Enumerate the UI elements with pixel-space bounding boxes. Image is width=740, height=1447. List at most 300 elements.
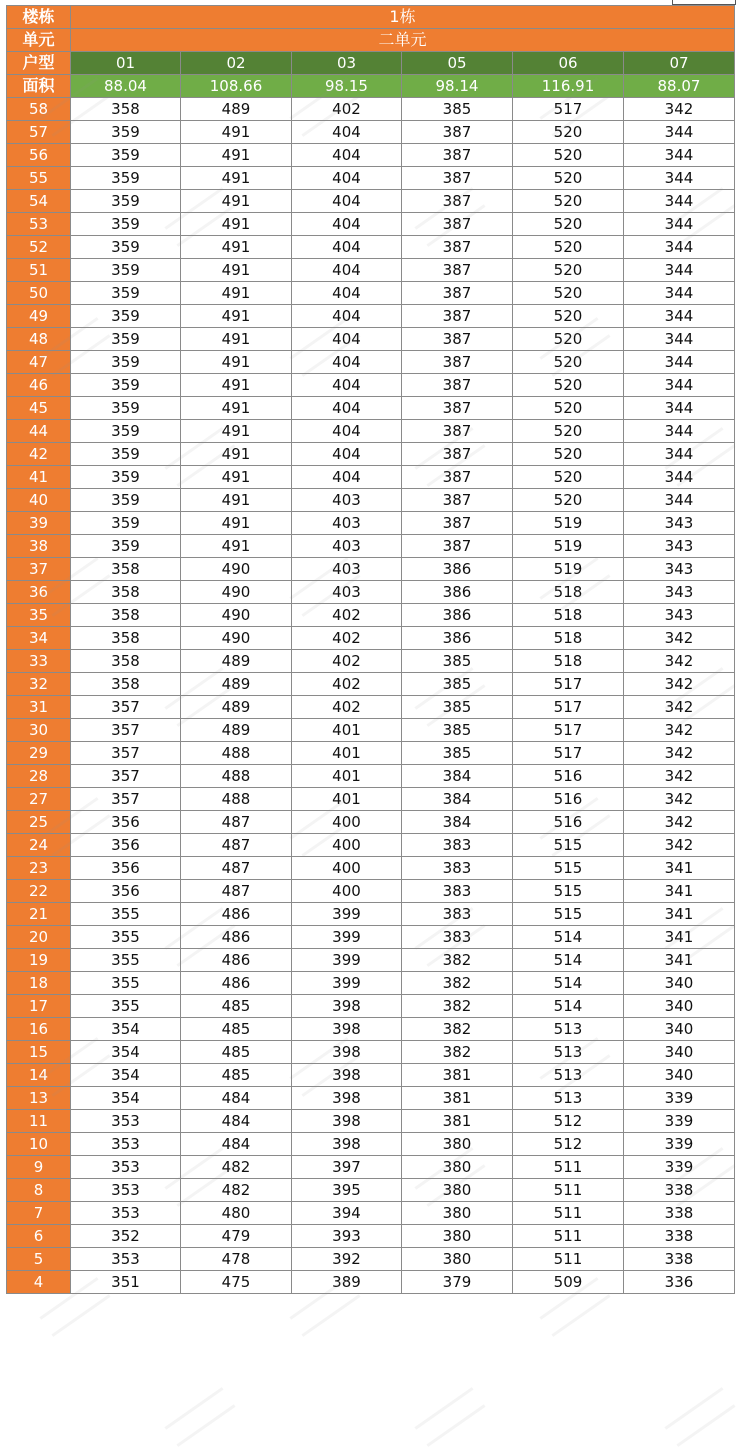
price-cell: 354 bbox=[71, 1041, 181, 1064]
price-cell: 359 bbox=[71, 190, 181, 213]
floor-number: 48 bbox=[7, 328, 71, 351]
price-cell: 344 bbox=[624, 167, 735, 190]
floor-row bbox=[7, 420, 735, 443]
price-cell: 404 bbox=[292, 374, 402, 397]
floor-row bbox=[7, 121, 735, 144]
price-cell: 485 bbox=[181, 1041, 292, 1064]
price-cell: 399 bbox=[292, 972, 402, 995]
price-cell: 489 bbox=[181, 719, 292, 742]
price-cell: 398 bbox=[292, 1133, 402, 1156]
price-cell: 514 bbox=[513, 926, 624, 949]
price-cell: 484 bbox=[181, 1087, 292, 1110]
floor-number: 25 bbox=[7, 811, 71, 834]
floor-number: 49 bbox=[7, 305, 71, 328]
price-cell: 402 bbox=[292, 673, 402, 696]
price-cell: 385 bbox=[402, 673, 513, 696]
floor-row bbox=[7, 788, 735, 811]
price-cell: 402 bbox=[292, 696, 402, 719]
floor-row bbox=[7, 374, 735, 397]
price-cell: 387 bbox=[402, 397, 513, 420]
area-cell: 108.66 bbox=[181, 75, 292, 98]
price-cell: 403 bbox=[292, 558, 402, 581]
price-cell: 491 bbox=[181, 374, 292, 397]
unit-type-label: 户型 bbox=[7, 52, 71, 75]
floor-number: 30 bbox=[7, 719, 71, 742]
price-cell: 513 bbox=[513, 1064, 624, 1087]
price-cell: 520 bbox=[513, 213, 624, 236]
price-cell: 344 bbox=[624, 121, 735, 144]
price-cell: 491 bbox=[181, 397, 292, 420]
price-cell: 338 bbox=[624, 1248, 735, 1271]
floor-number: 52 bbox=[7, 236, 71, 259]
price-cell: 353 bbox=[71, 1110, 181, 1133]
price-cell: 382 bbox=[402, 995, 513, 1018]
price-cell: 359 bbox=[71, 144, 181, 167]
price-cell: 512 bbox=[513, 1110, 624, 1133]
floor-number: 8 bbox=[7, 1179, 71, 1202]
price-cell: 340 bbox=[624, 1041, 735, 1064]
price-cell: 342 bbox=[624, 719, 735, 742]
price-cell: 398 bbox=[292, 995, 402, 1018]
floor-number: 21 bbox=[7, 903, 71, 926]
price-cell: 358 bbox=[71, 604, 181, 627]
price-cell: 358 bbox=[71, 650, 181, 673]
price-cell: 520 bbox=[513, 351, 624, 374]
building-row bbox=[7, 6, 735, 29]
price-cell: 475 bbox=[181, 1271, 292, 1294]
floor-row bbox=[7, 1225, 735, 1248]
price-cell: 486 bbox=[181, 903, 292, 926]
floor-row bbox=[7, 144, 735, 167]
unit-value: 二单元 bbox=[71, 29, 735, 52]
floor-number: 41 bbox=[7, 466, 71, 489]
floor-row bbox=[7, 604, 735, 627]
price-cell: 511 bbox=[513, 1248, 624, 1271]
price-cell: 519 bbox=[513, 512, 624, 535]
price-cell: 344 bbox=[624, 466, 735, 489]
floor-row bbox=[7, 213, 735, 236]
price-cell: 342 bbox=[624, 650, 735, 673]
price-cell: 386 bbox=[402, 627, 513, 650]
area-label: 面积 bbox=[7, 75, 71, 98]
price-cell: 344 bbox=[624, 443, 735, 466]
price-cell: 387 bbox=[402, 489, 513, 512]
price-cell: 399 bbox=[292, 949, 402, 972]
floor-number: 37 bbox=[7, 558, 71, 581]
price-cell: 338 bbox=[624, 1202, 735, 1225]
price-cell: 357 bbox=[71, 788, 181, 811]
price-cell: 404 bbox=[292, 167, 402, 190]
price-cell: 488 bbox=[181, 765, 292, 788]
price-cell: 518 bbox=[513, 650, 624, 673]
price-cell: 517 bbox=[513, 696, 624, 719]
area-cell: 88.07 bbox=[624, 75, 735, 98]
floor-number: 36 bbox=[7, 581, 71, 604]
watermark-mark bbox=[664, 1387, 735, 1447]
price-cell: 342 bbox=[624, 765, 735, 788]
price-cell: 398 bbox=[292, 1087, 402, 1110]
price-cell: 359 bbox=[71, 351, 181, 374]
floor-number: 20 bbox=[7, 926, 71, 949]
price-cell: 404 bbox=[292, 236, 402, 259]
price-cell: 342 bbox=[624, 811, 735, 834]
price-cell: 520 bbox=[513, 397, 624, 420]
price-cell: 359 bbox=[71, 397, 181, 420]
floor-row bbox=[7, 1110, 735, 1133]
price-cell: 344 bbox=[624, 236, 735, 259]
price-cell: 398 bbox=[292, 1064, 402, 1087]
unit-type-cell: 03 bbox=[292, 52, 402, 75]
floor-number: 57 bbox=[7, 121, 71, 144]
price-cell: 340 bbox=[624, 972, 735, 995]
price-cell: 491 bbox=[181, 466, 292, 489]
price-cell: 488 bbox=[181, 788, 292, 811]
price-cell: 380 bbox=[402, 1133, 513, 1156]
floor-number: 31 bbox=[7, 696, 71, 719]
price-cell: 516 bbox=[513, 788, 624, 811]
price-cell: 402 bbox=[292, 650, 402, 673]
price-cell: 403 bbox=[292, 581, 402, 604]
price-cell: 340 bbox=[624, 1018, 735, 1041]
price-cell: 488 bbox=[181, 742, 292, 765]
floor-number: 23 bbox=[7, 857, 71, 880]
price-cell: 487 bbox=[181, 880, 292, 903]
price-cell: 399 bbox=[292, 926, 402, 949]
price-cell: 491 bbox=[181, 420, 292, 443]
unit-type-row bbox=[7, 52, 735, 75]
price-cell: 491 bbox=[181, 305, 292, 328]
price-cell: 486 bbox=[181, 972, 292, 995]
price-cell: 387 bbox=[402, 190, 513, 213]
price-cell: 359 bbox=[71, 420, 181, 443]
price-cell: 359 bbox=[71, 512, 181, 535]
price-cell: 491 bbox=[181, 351, 292, 374]
price-cell: 358 bbox=[71, 558, 181, 581]
price-cell: 511 bbox=[513, 1179, 624, 1202]
floor-row bbox=[7, 995, 735, 1018]
price-cell: 351 bbox=[71, 1271, 181, 1294]
floor-row bbox=[7, 811, 735, 834]
price-cell: 520 bbox=[513, 466, 624, 489]
price-cell: 387 bbox=[402, 535, 513, 558]
building-label: 楼栋 bbox=[7, 6, 71, 29]
area-row bbox=[7, 75, 735, 98]
price-cell: 387 bbox=[402, 167, 513, 190]
price-cell: 399 bbox=[292, 903, 402, 926]
price-cell: 380 bbox=[402, 1179, 513, 1202]
price-cell: 342 bbox=[624, 696, 735, 719]
price-cell: 520 bbox=[513, 374, 624, 397]
price-cell: 513 bbox=[513, 1018, 624, 1041]
price-cell: 520 bbox=[513, 259, 624, 282]
floor-number: 16 bbox=[7, 1018, 71, 1041]
price-cell: 356 bbox=[71, 880, 181, 903]
unit-type-cell: 05 bbox=[402, 52, 513, 75]
price-cell: 387 bbox=[402, 374, 513, 397]
floor-number: 34 bbox=[7, 627, 71, 650]
floor-row bbox=[7, 328, 735, 351]
price-cell: 381 bbox=[402, 1110, 513, 1133]
floor-number: 17 bbox=[7, 995, 71, 1018]
price-cell: 387 bbox=[402, 213, 513, 236]
floor-number: 35 bbox=[7, 604, 71, 627]
price-cell: 358 bbox=[71, 581, 181, 604]
floor-number: 6 bbox=[7, 1225, 71, 1248]
floor-number: 46 bbox=[7, 374, 71, 397]
price-cell: 385 bbox=[402, 650, 513, 673]
price-cell: 513 bbox=[513, 1041, 624, 1064]
price-cell: 489 bbox=[181, 650, 292, 673]
price-cell: 385 bbox=[402, 742, 513, 765]
price-cell: 490 bbox=[181, 558, 292, 581]
price-cell: 489 bbox=[181, 98, 292, 121]
price-cell: 491 bbox=[181, 167, 292, 190]
price-cell: 342 bbox=[624, 834, 735, 857]
floor-number: 51 bbox=[7, 259, 71, 282]
price-cell: 520 bbox=[513, 190, 624, 213]
floor-row bbox=[7, 903, 735, 926]
price-cell: 353 bbox=[71, 1248, 181, 1271]
price-cell: 354 bbox=[71, 1064, 181, 1087]
unit-type-cell: 01 bbox=[71, 52, 181, 75]
price-cell: 401 bbox=[292, 765, 402, 788]
price-cell: 389 bbox=[292, 1271, 402, 1294]
price-cell: 359 bbox=[71, 443, 181, 466]
floor-number: 56 bbox=[7, 144, 71, 167]
price-cell: 491 bbox=[181, 489, 292, 512]
floor-row bbox=[7, 765, 735, 788]
price-cell: 489 bbox=[181, 696, 292, 719]
floor-row bbox=[7, 466, 735, 489]
price-cell: 491 bbox=[181, 236, 292, 259]
price-cell: 386 bbox=[402, 581, 513, 604]
price-cell: 338 bbox=[624, 1179, 735, 1202]
price-cell: 509 bbox=[513, 1271, 624, 1294]
floor-number: 53 bbox=[7, 213, 71, 236]
price-cell: 515 bbox=[513, 834, 624, 857]
price-cell: 343 bbox=[624, 604, 735, 627]
price-cell: 380 bbox=[402, 1225, 513, 1248]
price-cell: 354 bbox=[71, 1018, 181, 1041]
area-cell: 98.15 bbox=[292, 75, 402, 98]
price-cell: 353 bbox=[71, 1156, 181, 1179]
building-value: 1栋 bbox=[71, 6, 735, 29]
price-cell: 339 bbox=[624, 1133, 735, 1156]
floor-number: 10 bbox=[7, 1133, 71, 1156]
price-cell: 485 bbox=[181, 1064, 292, 1087]
watermark-mark bbox=[164, 1387, 235, 1447]
price-cell: 354 bbox=[71, 1087, 181, 1110]
price-cell: 344 bbox=[624, 328, 735, 351]
price-cell: 338 bbox=[624, 1225, 735, 1248]
price-cell: 358 bbox=[71, 627, 181, 650]
floor-row bbox=[7, 742, 735, 765]
floor-row bbox=[7, 834, 735, 857]
price-cell: 357 bbox=[71, 719, 181, 742]
price-cell: 343 bbox=[624, 535, 735, 558]
price-cell: 382 bbox=[402, 972, 513, 995]
price-cell: 384 bbox=[402, 788, 513, 811]
price-cell: 344 bbox=[624, 374, 735, 397]
floor-number: 9 bbox=[7, 1156, 71, 1179]
price-cell: 383 bbox=[402, 857, 513, 880]
floor-row bbox=[7, 443, 735, 466]
watermark-mark bbox=[414, 1387, 485, 1447]
price-cell: 344 bbox=[624, 213, 735, 236]
floor-number: 27 bbox=[7, 788, 71, 811]
floor-row bbox=[7, 1018, 735, 1041]
floor-row bbox=[7, 512, 735, 535]
price-cell: 344 bbox=[624, 144, 735, 167]
price-cell: 341 bbox=[624, 903, 735, 926]
price-cell: 404 bbox=[292, 282, 402, 305]
price-cell: 387 bbox=[402, 420, 513, 443]
price-cell: 341 bbox=[624, 880, 735, 903]
price-cell: 387 bbox=[402, 512, 513, 535]
price-cell: 379 bbox=[402, 1271, 513, 1294]
area-cell: 88.04 bbox=[71, 75, 181, 98]
price-cell: 343 bbox=[624, 581, 735, 604]
floor-number: 33 bbox=[7, 650, 71, 673]
floor-number: 18 bbox=[7, 972, 71, 995]
floor-number: 38 bbox=[7, 535, 71, 558]
price-cell: 398 bbox=[292, 1110, 402, 1133]
floor-number: 5 bbox=[7, 1248, 71, 1271]
price-cell: 404 bbox=[292, 466, 402, 489]
price-cell: 400 bbox=[292, 880, 402, 903]
floor-row bbox=[7, 627, 735, 650]
floor-number: 50 bbox=[7, 282, 71, 305]
floor-number: 44 bbox=[7, 420, 71, 443]
price-cell: 398 bbox=[292, 1018, 402, 1041]
floor-number: 22 bbox=[7, 880, 71, 903]
price-cell: 359 bbox=[71, 282, 181, 305]
price-cell: 387 bbox=[402, 144, 513, 167]
floor-row bbox=[7, 972, 735, 995]
price-cell: 342 bbox=[624, 627, 735, 650]
price-cell: 404 bbox=[292, 305, 402, 328]
price-cell: 402 bbox=[292, 604, 402, 627]
price-cell: 353 bbox=[71, 1133, 181, 1156]
floor-row bbox=[7, 1248, 735, 1271]
floor-row bbox=[7, 1202, 735, 1225]
price-cell: 355 bbox=[71, 949, 181, 972]
floor-row bbox=[7, 259, 735, 282]
price-cell: 478 bbox=[181, 1248, 292, 1271]
price-cell: 398 bbox=[292, 1041, 402, 1064]
price-cell: 339 bbox=[624, 1087, 735, 1110]
price-cell: 384 bbox=[402, 765, 513, 788]
price-cell: 490 bbox=[181, 604, 292, 627]
price-cell: 341 bbox=[624, 857, 735, 880]
price-cell: 385 bbox=[402, 696, 513, 719]
floor-row bbox=[7, 282, 735, 305]
floor-row bbox=[7, 1064, 735, 1087]
price-cell: 387 bbox=[402, 121, 513, 144]
price-cell: 357 bbox=[71, 765, 181, 788]
floor-row bbox=[7, 581, 735, 604]
price-cell: 404 bbox=[292, 144, 402, 167]
price-cell: 342 bbox=[624, 98, 735, 121]
floor-row bbox=[7, 98, 735, 121]
floor-row bbox=[7, 351, 735, 374]
floor-row bbox=[7, 1041, 735, 1064]
price-cell: 359 bbox=[71, 489, 181, 512]
price-cell: 384 bbox=[402, 811, 513, 834]
price-cell: 355 bbox=[71, 972, 181, 995]
price-cell: 380 bbox=[402, 1248, 513, 1271]
floor-number: 32 bbox=[7, 673, 71, 696]
price-cell: 401 bbox=[292, 719, 402, 742]
price-cell: 387 bbox=[402, 443, 513, 466]
price-cell: 387 bbox=[402, 282, 513, 305]
floor-number: 54 bbox=[7, 190, 71, 213]
floor-row bbox=[7, 558, 735, 581]
price-cell: 517 bbox=[513, 719, 624, 742]
price-cell: 512 bbox=[513, 1133, 624, 1156]
price-cell: 404 bbox=[292, 213, 402, 236]
price-cell: 339 bbox=[624, 1156, 735, 1179]
unit-type-cell: 02 bbox=[181, 52, 292, 75]
floor-row bbox=[7, 880, 735, 903]
price-cell: 383 bbox=[402, 880, 513, 903]
price-cell: 383 bbox=[402, 903, 513, 926]
price-cell: 491 bbox=[181, 328, 292, 351]
price-cell: 387 bbox=[402, 466, 513, 489]
floor-number: 29 bbox=[7, 742, 71, 765]
floor-row bbox=[7, 926, 735, 949]
price-cell: 520 bbox=[513, 144, 624, 167]
price-cell: 340 bbox=[624, 995, 735, 1018]
price-cell: 386 bbox=[402, 558, 513, 581]
unit-type-cell: 06 bbox=[513, 52, 624, 75]
price-cell: 487 bbox=[181, 834, 292, 857]
price-cell: 380 bbox=[402, 1202, 513, 1225]
price-cell: 486 bbox=[181, 926, 292, 949]
floor-row bbox=[7, 397, 735, 420]
price-cell: 387 bbox=[402, 351, 513, 374]
price-cell: 359 bbox=[71, 167, 181, 190]
price-cell: 387 bbox=[402, 328, 513, 351]
price-cell: 485 bbox=[181, 1018, 292, 1041]
price-cell: 491 bbox=[181, 282, 292, 305]
price-cell: 517 bbox=[513, 98, 624, 121]
price-cell: 385 bbox=[402, 719, 513, 742]
price-cell: 514 bbox=[513, 949, 624, 972]
price-cell: 401 bbox=[292, 788, 402, 811]
price-cell: 382 bbox=[402, 1018, 513, 1041]
floor-row bbox=[7, 1156, 735, 1179]
price-cell: 511 bbox=[513, 1225, 624, 1248]
price-cell: 487 bbox=[181, 811, 292, 834]
price-cell: 359 bbox=[71, 305, 181, 328]
price-cell: 400 bbox=[292, 857, 402, 880]
price-cell: 487 bbox=[181, 857, 292, 880]
price-cell: 336 bbox=[624, 1271, 735, 1294]
price-cell: 356 bbox=[71, 834, 181, 857]
price-cell: 404 bbox=[292, 190, 402, 213]
price-cell: 342 bbox=[624, 673, 735, 696]
floor-row bbox=[7, 1271, 735, 1294]
price-cell: 490 bbox=[181, 581, 292, 604]
price-cell: 359 bbox=[71, 466, 181, 489]
price-cell: 344 bbox=[624, 397, 735, 420]
price-cell: 517 bbox=[513, 742, 624, 765]
price-table bbox=[6, 5, 735, 1294]
price-cell: 353 bbox=[71, 1179, 181, 1202]
price-cell: 519 bbox=[513, 535, 624, 558]
price-cell: 355 bbox=[71, 903, 181, 926]
